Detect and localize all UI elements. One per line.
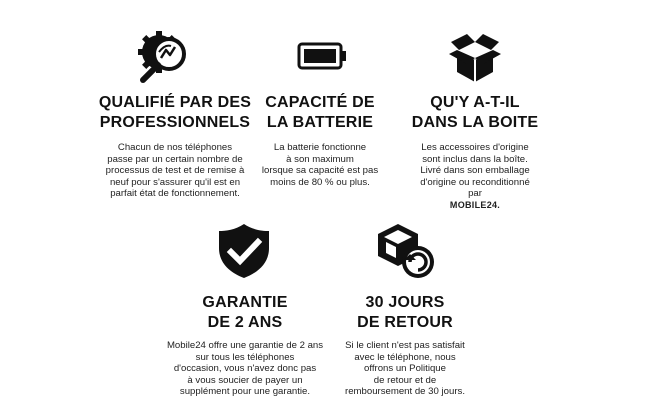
feature-description: Si le client n'est pas satisfait avec le téléphone, nous offrons un Politique de retour et de remboursement de 30 jours. <box>345 340 465 398</box>
open-box-icon <box>445 28 505 86</box>
feature-title: QU'Y A-T-IL DANS LA BOITE <box>411 94 539 131</box>
magnifier-gears-icon <box>135 28 195 86</box>
feature-title: 30 JOURS DE RETOUR <box>357 294 453 331</box>
return-box-icon <box>374 222 438 280</box>
feature-title: QUALIFIÉ PAR DES PROFESSIONNELS <box>98 94 252 131</box>
shield-check-icon <box>215 222 273 280</box>
brand-logo: MOBILE24. <box>449 199 501 210</box>
feature-title: CAPACITÉ DE LA BATTERIE <box>265 94 375 131</box>
battery-icon <box>297 42 347 70</box>
feature-description: Chacun de nos téléphones passe par un certain nombre de processus de test et de remise à neuf pour s'assurer qu'il est en parfait état de fonctionnement. <box>105 142 245 200</box>
feature-description: La batterie fonctionne à son maximum lorsque sa capacité est pas moins de 80 % ou plus. <box>261 142 379 188</box>
feature-description: Mobile24 offre une garantie de 2 ans sur tous les téléphones d'occasion, vous n'avez donc pas à vous soucier de payer un supplément pour une garantie. <box>166 340 324 398</box>
feature-title: GARANTIE DE 2 ANS <box>202 294 288 331</box>
feature-description: Les accessoires d'origine sont inclus dans la boîte. Livré dans son emballage d'origine ou reconditionné par MOBILE24. <box>390 142 560 212</box>
